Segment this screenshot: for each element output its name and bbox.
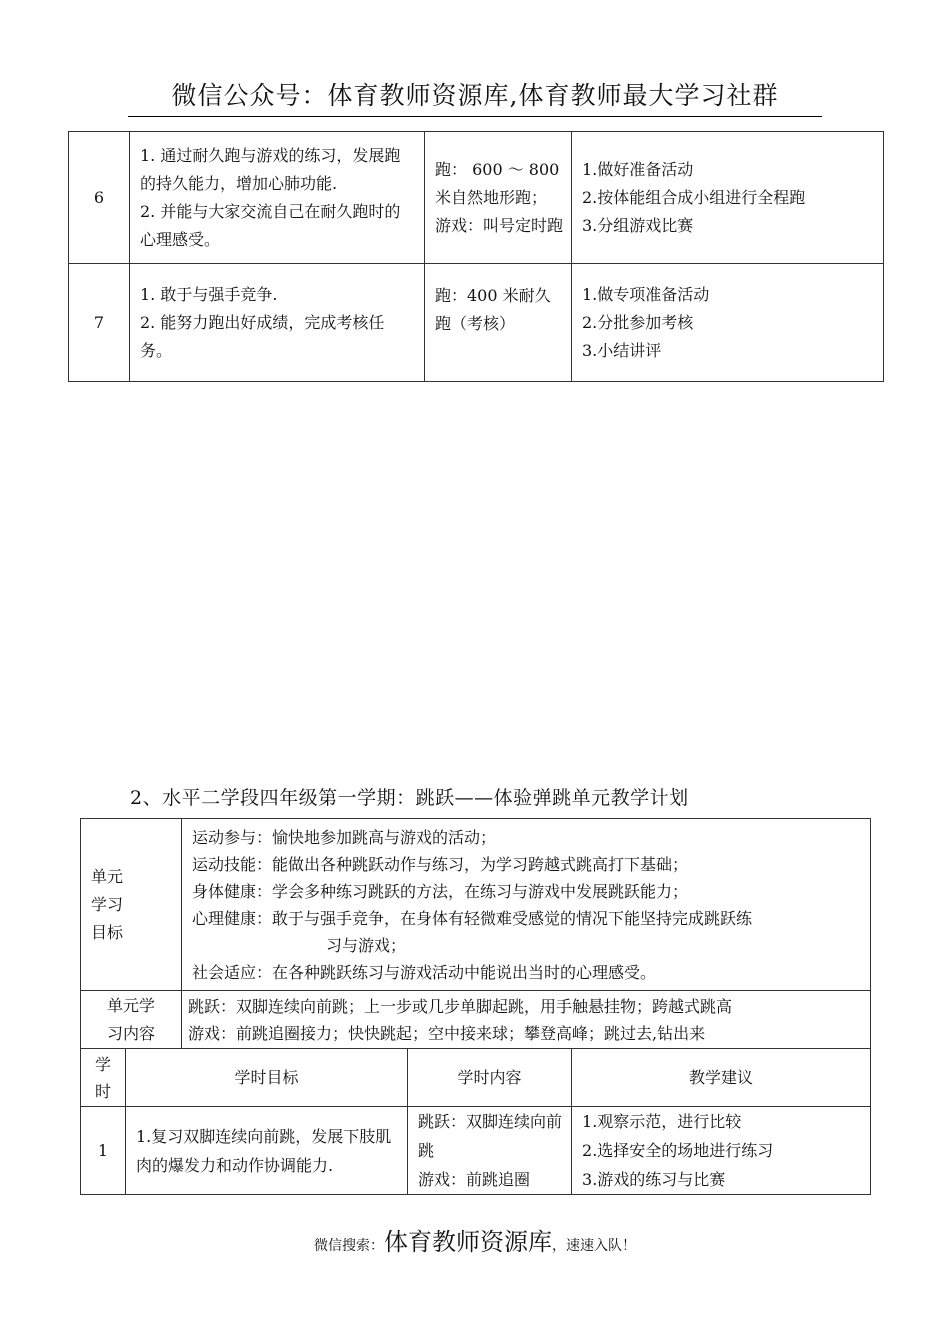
page-header-title: 微信公众号：体育教师资源库,体育教师最大学习社群 xyxy=(128,76,822,117)
content-line: 游戏：前跳追圈接力；快快跳起；空中接来球；攀登高峰；跳过去,钻出来 xyxy=(188,1023,706,1043)
content-line: 跳跃：双脚连续向前跳 xyxy=(418,1112,563,1160)
unit-goals xyxy=(182,819,871,991)
period-content xyxy=(425,264,572,382)
goal-line: 运动参与：愉快地参加跳高与游戏的活动； xyxy=(192,827,497,847)
running-plan-table xyxy=(68,131,884,382)
footer-account-name: 体育教师资源库 xyxy=(384,1228,552,1256)
period-goals xyxy=(130,264,425,382)
period-goals: 1.复习双脚连续向前跳，发展下肢肌肉的爆发力和动作协调能力. xyxy=(126,1107,408,1195)
period-number: 7 xyxy=(69,264,130,382)
advice-line: 1.做好准备活动 xyxy=(582,159,694,179)
period-content xyxy=(425,132,572,264)
period-header: 学 时 xyxy=(81,1049,126,1107)
content-line: 游戏：叫号定时跑 xyxy=(435,215,564,235)
period-number: 6 xyxy=(69,132,130,264)
goal-line: 身体健康：学会多种练习跳跃的方法，在练习与游戏中发展跳跃能力； xyxy=(192,881,689,901)
section-title: 2、水平二学段四年级第一学期：跳跃——体验弹跳单元教学计划 xyxy=(130,787,689,809)
teaching-advice xyxy=(572,1107,871,1195)
advice-line: 2.按体能组合成小组进行全程跑 xyxy=(582,187,806,207)
unit-content xyxy=(182,991,871,1049)
footer-prefix: 微信搜索： xyxy=(314,1238,384,1254)
goal-line: 心理健康：敢于与强手竞争，在身体有轻微难受感觉的情况下能坚持完成跳跃练 xyxy=(192,908,753,928)
jumping-plan-table xyxy=(80,818,871,1195)
period-goals xyxy=(130,132,425,264)
goal-line: 习与游戏； xyxy=(326,935,407,955)
content-line: 游戏：前跳追圈 xyxy=(418,1170,531,1189)
goal-line: 社会适应：在各种跳跃练习与游戏活动中能说出当时的心理感受。 xyxy=(192,962,657,982)
advice-line: 1.观察示范，进行比较 xyxy=(582,1112,742,1131)
table-header-row xyxy=(81,1049,871,1107)
table-row xyxy=(81,1107,871,1195)
advice-line: 2.选择安全的场地进行练习 xyxy=(582,1141,774,1160)
advice-line: 3.小结讲评 xyxy=(582,340,662,360)
period-content xyxy=(408,1107,572,1195)
advice-header: 教学建议 xyxy=(572,1049,871,1107)
content-line: 跑： 600 ～ 800 米自然地形跑； xyxy=(435,159,560,207)
advice-line: 2.分批参加考核 xyxy=(582,312,694,332)
advice-line: 3.分组游戏比赛 xyxy=(582,215,694,235)
goal-line: 运动技能：能做出各种跳跃动作与练习，为学习跨越式跳高打下基础； xyxy=(192,854,689,874)
goal-line: 2. 能努力跑出好成绩，完成考核任务。 xyxy=(140,312,385,360)
goal-line: 1. 敢于与强手竞争. xyxy=(140,284,278,304)
table-row xyxy=(69,264,884,382)
unit-content-label: 单元学 习内容 xyxy=(81,991,182,1049)
goal-header: 学时目标 xyxy=(126,1049,408,1107)
table-row xyxy=(69,132,884,264)
unit-goals-label: 单元 学习 目标 xyxy=(81,819,182,991)
unit-goals-row xyxy=(81,819,871,991)
page-footer xyxy=(0,1222,950,1257)
teaching-advice xyxy=(572,264,884,382)
teaching-advice xyxy=(572,132,884,264)
content-line: 跳跃：双脚连续向前跳；上一步或几步单脚起跳，用手触悬挂物；跨越式跳高 xyxy=(188,996,733,1016)
period-number: 1 xyxy=(81,1107,126,1195)
advice-line: 1.做专项准备活动 xyxy=(582,284,710,304)
content-line: 跑：400 米耐久跑（考核） xyxy=(435,286,551,333)
unit-content-row xyxy=(81,991,871,1049)
content-header: 学时内容 xyxy=(408,1049,572,1107)
footer-suffix: ，速速入队！ xyxy=(552,1238,636,1254)
advice-line: 3.游戏的练习与比赛 xyxy=(582,1170,726,1189)
goal-line: 2. 并能与大家交流自己在耐久跑时的心理感受。 xyxy=(140,201,401,249)
goal-line: 1. 通过耐久跑与游戏的练习，发展跑的持久能力，增加心肺功能. xyxy=(140,145,401,193)
